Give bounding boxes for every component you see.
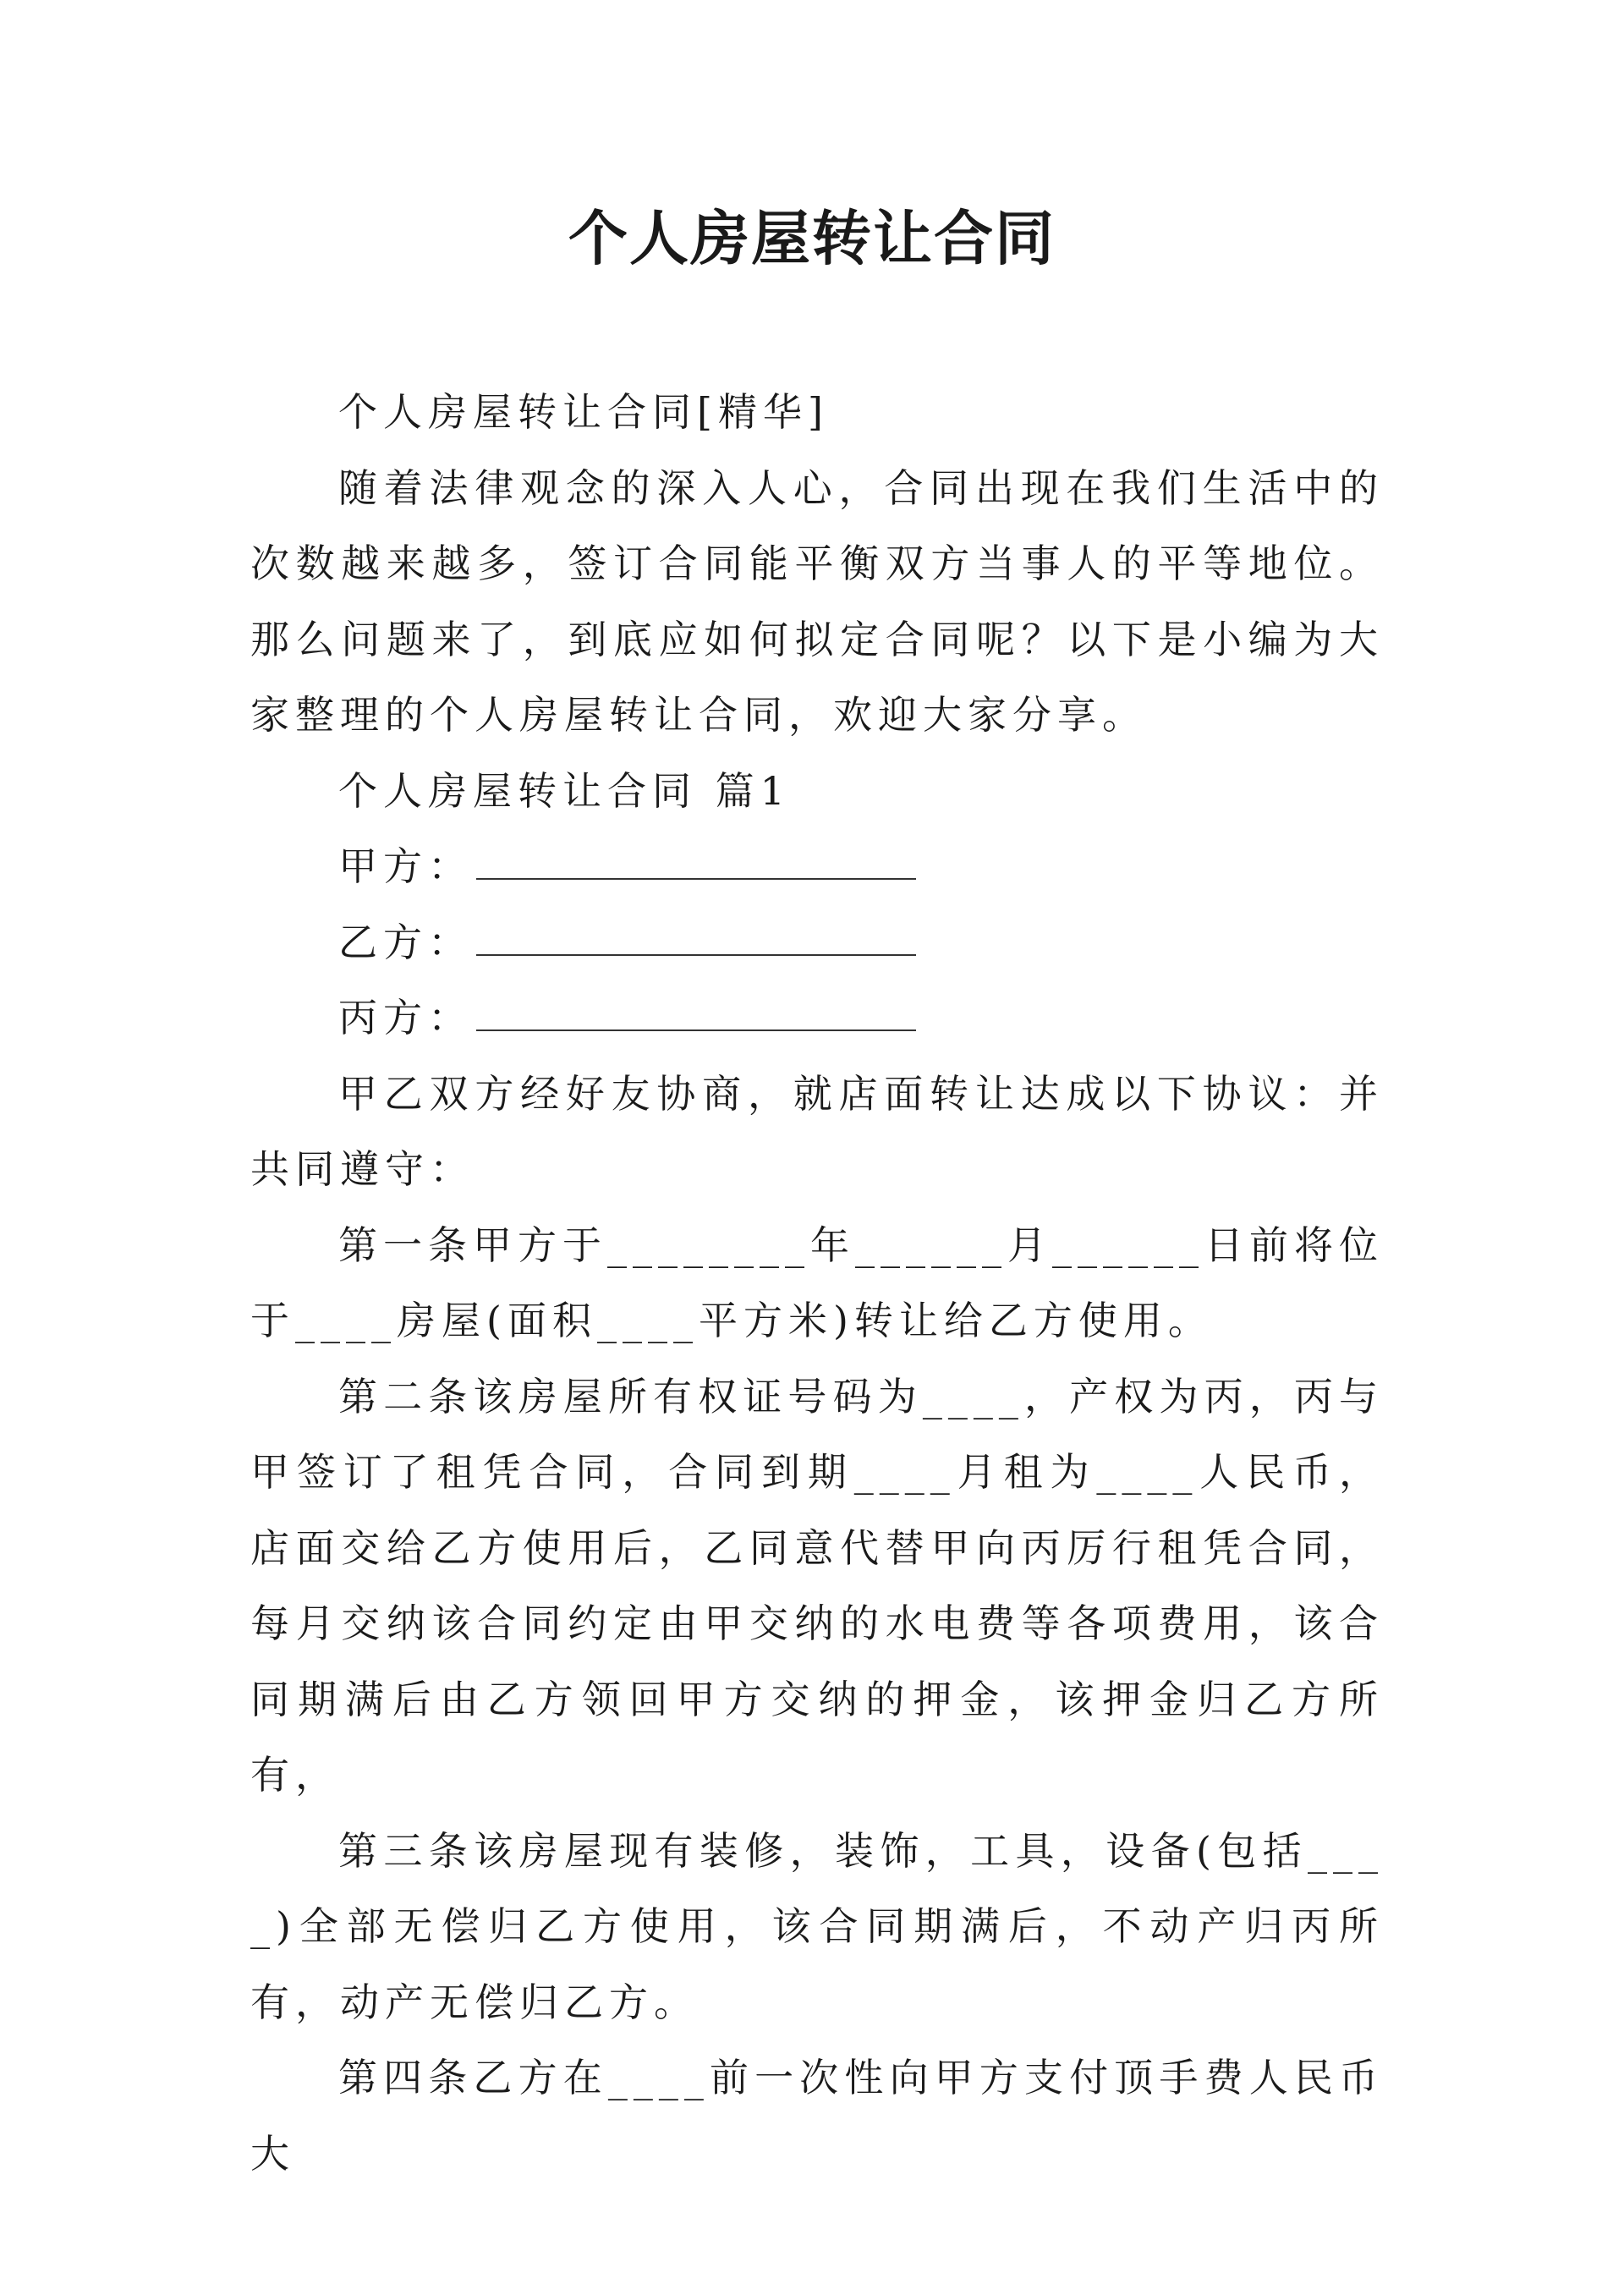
paragraph-subtitle: 个人房屋转让合同[精华]: [338, 389, 829, 435]
party-a-blank: [476, 844, 916, 880]
clause-preamble: 甲乙双方经好友协商，就店面转让达成以下协议：并共同遵守：: [250, 1070, 1384, 1192]
clause-1: 第一条甲方于________年______月______日前将位于____房屋(面积____平方米)转让给乙方使用。: [250, 1222, 1384, 1343]
document-title: 个人房屋转让合同: [568, 204, 1056, 273]
party-b-line: [250, 905, 1384, 981]
paragraph-section-heading: 个人房屋转让合同 篇1: [338, 767, 791, 814]
party-a-label: 甲方：: [338, 843, 473, 889]
party-c-label: 丙方：: [338, 995, 473, 1040]
clause-3: 第三条该房屋现有装修，装饰，工具，设备(包括____)全部无偿归乙方使用，该合同期满后，不动产归丙所有，动产无偿归乙方。: [250, 1827, 1384, 2025]
clause-4: 第四条乙方在____前一次性向甲方支付顶手费人民币大: [250, 2055, 1384, 2177]
party-a-line: [250, 829, 1384, 905]
document-body: [250, 375, 1384, 2192]
party-c-blank: [476, 996, 916, 1031]
paragraph-intro: 随着法律观念的深入人心，合同出现在我们生活中的次数越来越多，签订合同能平衡双方当事人的平等地位。那么问题来了，到底应如何拟定合同呢？以下是小编为大家整理的个人房屋转让合同，欢迎大家分享。: [250, 464, 1384, 738]
party-c-line: [250, 980, 1384, 1057]
party-b-blank: [476, 920, 916, 956]
clause-2: 第二条该房屋所有权证号码为____，产权为丙，丙与甲签订了租凭合同，合同到期____月租为____人民币，店面交给乙方使用后，乙同意代替甲向丙厉行租凭合同，每月交纳该合同约定由甲交纳的水电费等各项费用，该合同期满后由乙方领回甲方交纳的押金，该押金归乙方所有，: [250, 1373, 1384, 1798]
party-b-label: 乙方：: [338, 919, 473, 965]
